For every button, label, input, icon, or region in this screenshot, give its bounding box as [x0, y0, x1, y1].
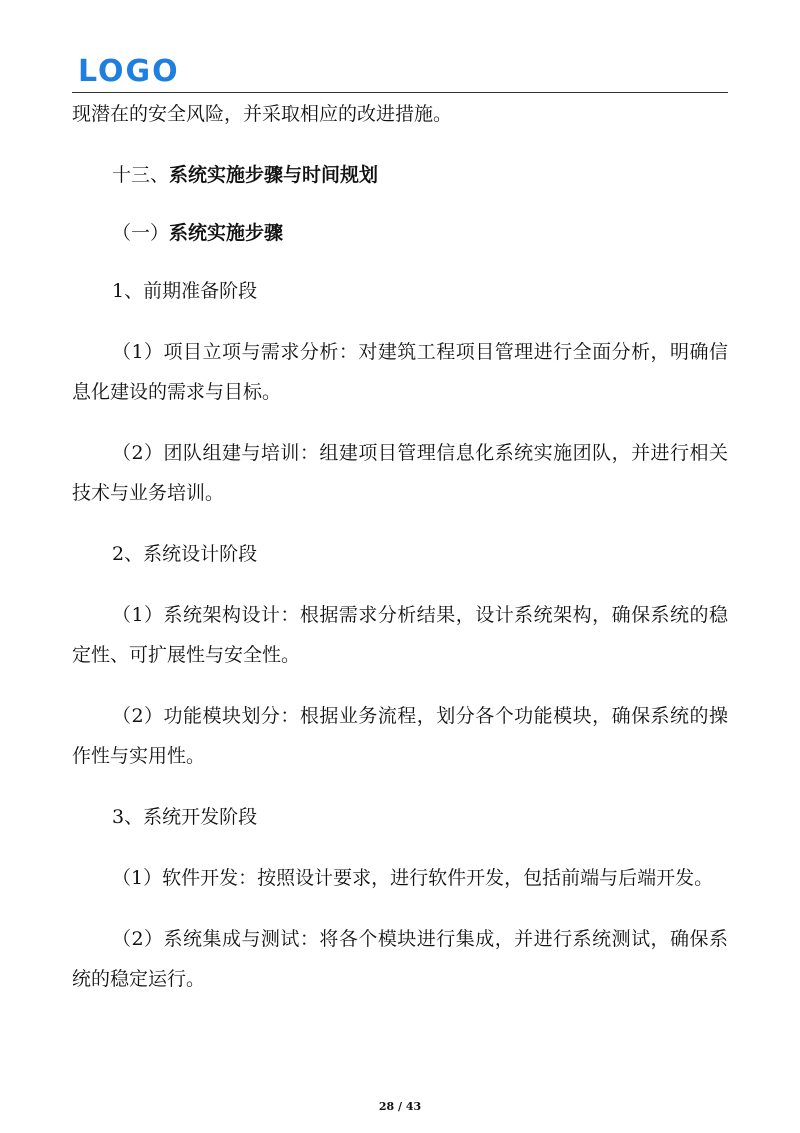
stage-item: （2）功能模块划分：根据业务流程，划分各个功能模块，确保系统的操作性与实用性。 [72, 705, 728, 767]
stage-item: （1）软件开发：按照设计要求，进行软件开发，包括前端与后端开发。 [112, 867, 714, 889]
subsection-title [72, 213, 728, 253]
stage-item: （2）团队组建与培训：组建项目管理信息化系统实施团队，并进行相关技术与业务培训。 [72, 442, 728, 504]
stage-heading: 1、前期准备阶段 [112, 280, 258, 302]
stage-item: （1）项目立项与需求分析：对建筑工程项目管理进行全面分析，明确信息化建设的需求与目标。 [72, 341, 728, 403]
section-title [72, 155, 728, 195]
stage-heading: 3、系统开发阶段 [112, 806, 258, 828]
section-number: 十三、 [112, 164, 170, 186]
stage-heading: 2、系统设计阶段 [112, 543, 258, 565]
logo: LOGO [78, 54, 180, 89]
subsection-title-text: 系统实施步骤 [169, 222, 284, 244]
document-body [72, 92, 728, 1020]
continued-paragraph: 现潜在的安全风险，并采取相应的改进措施。 [72, 103, 453, 125]
page-number: 28 / 43 [378, 1100, 422, 1113]
section-title-text: 系统实施步骤与时间规划 [169, 164, 379, 186]
stage-item: （1）系统架构设计：根据需求分析结果，设计系统架构，确保系统的稳定性、可扩展性与安全性。 [72, 604, 728, 666]
page-header [72, 54, 728, 93]
stage-item: （2）系统集成与测试：将各个模块进行集成，并进行系统测试，确保系统的稳定运行。 [72, 928, 728, 990]
subsection-number: （一） [112, 222, 170, 244]
